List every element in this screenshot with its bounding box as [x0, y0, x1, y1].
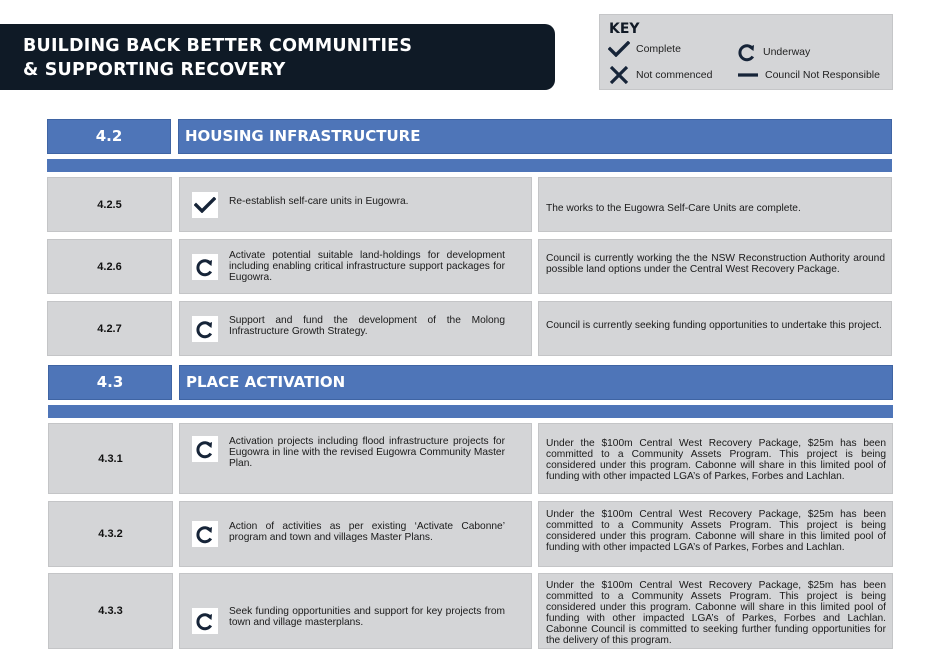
- table-row-id: 4.3.3: [48, 573, 173, 649]
- action-text: Re-establish self-care units in Eugowra.: [229, 196, 409, 207]
- status-icon: [192, 521, 218, 547]
- table-row-action: [179, 423, 532, 494]
- key-label-underway: Underway: [763, 46, 811, 58]
- table-row-id: 4.3.2: [48, 501, 173, 567]
- table-row-id: 4.2.7: [47, 301, 172, 356]
- page-title: [0, 24, 555, 90]
- update-text: Under the $100m Central West Recovery Package, $25m has been committed to a Community Assets Program. This project is being considered under this program. Cabonne will share in this limited pool of funding with other impacted LGA’s of Parkes, Forbes and Lachlan. Cabonne Council is committed to seeking further funding opportunities for the delivery of this program.: [546, 579, 886, 646]
- update-text: The works to the Eugowra Self-Care Units are complete.: [546, 203, 801, 214]
- section-number-4-2: [47, 119, 171, 154]
- table-row-update: [538, 423, 893, 494]
- status-icon: [192, 192, 218, 218]
- table-row-update: [538, 239, 892, 294]
- key-title: KEY: [609, 21, 640, 37]
- section-title-4-2: [178, 119, 892, 154]
- key-label-not-responsible: Council Not Responsible: [765, 69, 880, 81]
- status-icon: [192, 608, 218, 634]
- table-row-id: 4.2.6: [47, 239, 172, 294]
- action-text: Seek funding opportunities and support for key projects from town and village masterplans.: [229, 606, 505, 628]
- action-text: Activate potential suitable land-holdings for development including enabling critical infrastructure support packages for Eugowra.: [229, 250, 505, 283]
- refresh-icon: [195, 524, 215, 544]
- section-number-4-3: [48, 365, 172, 400]
- refresh-icon: [195, 319, 215, 339]
- refresh-icon: [195, 611, 215, 631]
- section-divider: [47, 159, 892, 172]
- section-divider: [48, 405, 893, 418]
- key-label-complete: Complete: [636, 43, 681, 55]
- update-text: Council is currently seeking funding opportunities to undertake this project.: [546, 320, 882, 331]
- refresh-icon: [195, 257, 215, 277]
- status-icon: [192, 436, 218, 462]
- action-text: Action of activities as per existing ‘Activate Cabonne’ program and town and villages Master Plans.: [229, 520, 505, 543]
- status-icon: [192, 254, 218, 280]
- table-row-update: [538, 501, 893, 567]
- page-title-line-1: BUILDING BACK BETTER COMMUNITIES: [23, 36, 413, 56]
- cross-icon: [608, 66, 630, 84]
- key-item-complete: [608, 41, 681, 57]
- section-number-text: 4.2: [95, 127, 123, 145]
- key-label-not-commenced: Not commenced: [636, 69, 713, 81]
- page-title-line-2: & SUPPORTING RECOVERY: [23, 60, 286, 80]
- table-row-action: [179, 177, 532, 232]
- status-key: [599, 14, 893, 90]
- table-row-update: [538, 301, 892, 356]
- refresh-icon: [737, 42, 757, 62]
- update-text: Under the $100m Central West Recovery Package, $25m has been committed to a Community Assets Program. This project is being considered under this program. Cabonne will share in this limited pool of funding with other impacted LGA’s of Parkes, Forbes and Lachlan.: [546, 438, 886, 482]
- check-icon: [194, 197, 216, 213]
- table-row-action: [179, 239, 532, 294]
- section-title-text: PLACE ACTIVATION: [186, 373, 346, 391]
- action-text: Support and fund the development of the Molong Infrastructure Growth Strategy.: [229, 314, 505, 337]
- dash-icon: [737, 70, 759, 80]
- table-row-update: [538, 177, 892, 232]
- key-item-underway: [737, 42, 810, 62]
- table-row-action: [179, 301, 532, 356]
- table-row-update: [538, 573, 893, 649]
- check-icon: [608, 41, 630, 57]
- refresh-icon: [195, 439, 215, 459]
- update-text: Under the $100m Central West Recovery Package, $25m has been committed to a Community Assets Program. This project is being considered under this program. Cabonne will share in this limited pool of funding with other impacted LGA’s of Parkes, Forbes and Lachlan.: [546, 509, 886, 553]
- table-row-id: 4.3.1: [48, 423, 173, 494]
- action-text: Activation projects including flood infrastructure projects for Eugowra in line with the revised Eugowra Community Master Plan.: [229, 436, 505, 469]
- section-title-4-3: [179, 365, 893, 400]
- update-text: Council is currently working the the NSW Reconstruction Authority around possible land options under the Central West Recovery Package.: [546, 252, 885, 275]
- key-item-not-commenced: [608, 66, 712, 84]
- section-title-text: HOUSING INFRASTRUCTURE: [185, 127, 421, 145]
- table-row-action: [179, 501, 532, 567]
- status-icon: [192, 316, 218, 342]
- table-row-action: [179, 573, 532, 649]
- section-number-text: 4.3: [96, 373, 124, 391]
- table-row-id: 4.2.5: [47, 177, 172, 232]
- key-item-not-responsible: [737, 69, 880, 81]
